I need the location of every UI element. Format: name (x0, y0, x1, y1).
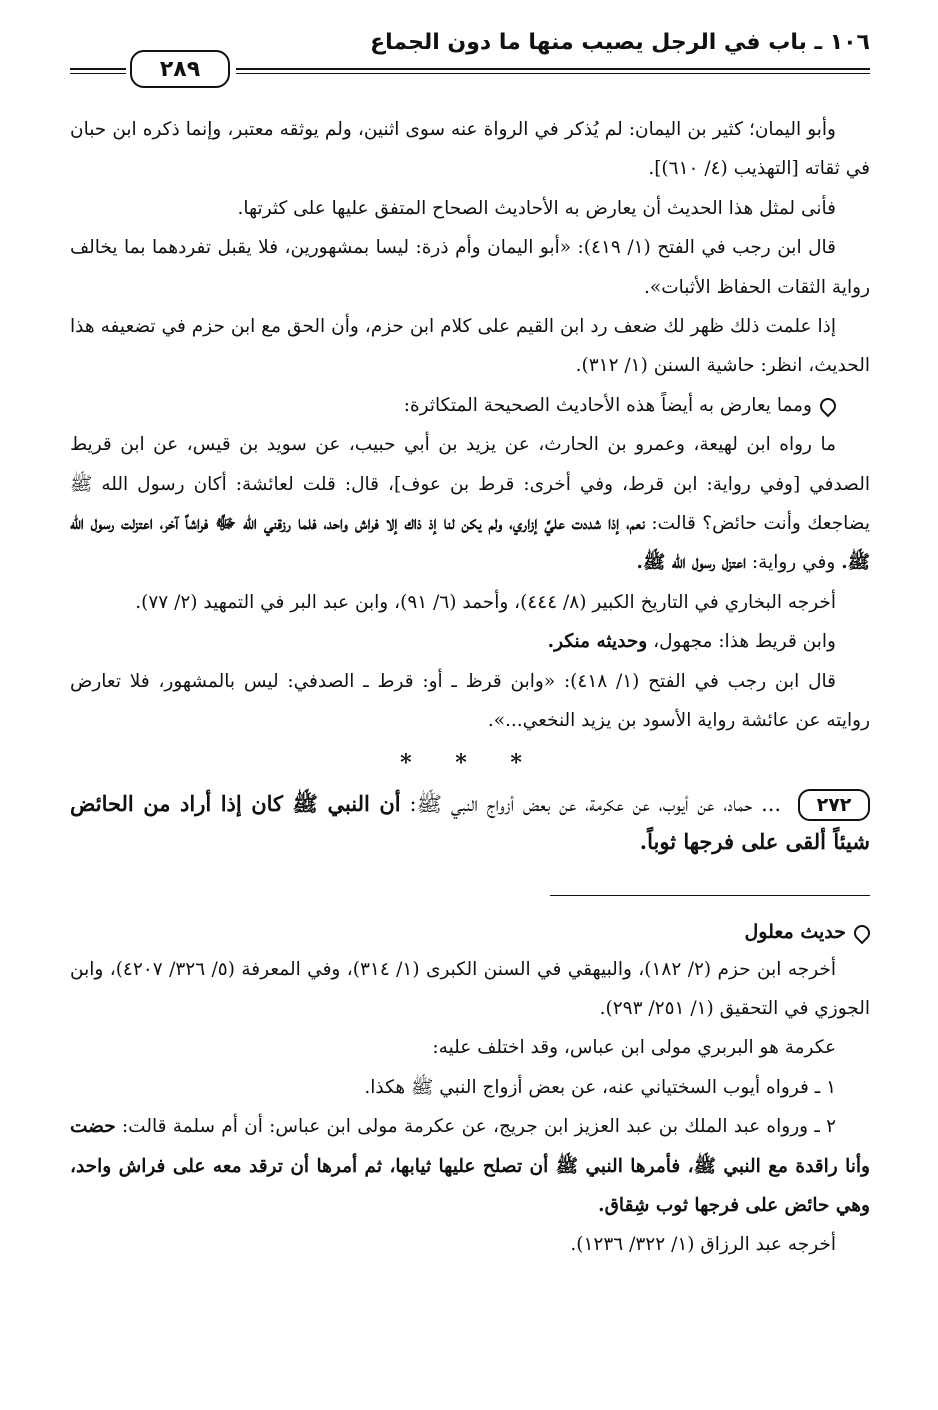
paragraph: عكرمة هو البربري مولى ابن عباس، وقد اختلف عليه: (432, 1037, 836, 1059)
paragraph: أخرجه البخاري في التاريخ الكبير (٨/ ٤٤٤)، وأحمد (٦/ ٩١)، وابن عبد البر في التمهيد (٢/ ٧٧). (135, 591, 836, 613)
paragraph-text: ومما يعارض به أيضاً هذه الأحاديث الصحيحة المتكاثرة: (403, 394, 812, 416)
page-body (70, 110, 870, 1265)
paragraph-text: ما رواه ابن لهيعة، وعمرو بن الحارث، عن يزيد بن أبي حبيب، عن سويد بن قيس، عن ابن قريط الصدفي [وفي رواية: ابن قرط، وفي أخرى: قرط بن عوف]، قال: قلت لعائشة: أكان رسول الله ﷺ يضاجعك وأنت حائض؟ قالت: (70, 434, 870, 535)
hadith-text (70, 785, 870, 861)
paragraph: فأنى لمثل هذا الحديث أن يعارض به الأحاديث الصحاح المتفق عليها على كثرتها. (237, 197, 836, 219)
hadith-chain: ... حماد، عن أيوب، عن عكرمة، عن بعض أزواج النبي ﷺ: (409, 791, 782, 816)
divider (550, 895, 870, 896)
hadith-block (70, 785, 870, 861)
header-rule-left (70, 68, 126, 74)
paragraph-text: وفي رواية: (751, 552, 836, 574)
section-heading: حديث معلول (70, 914, 870, 950)
paragraph-text: ٢ ـ ورواه عبد الملك بن عبد العزيز ابن جريج، عن عكرمة مولى ابن عباس: أن أم سلمة قالت: (121, 1116, 836, 1138)
paragraph: أخرجه ابن حزم (٢/ ١٨٢)، والبيهقي في السنن الكبرى (١/ ٣١٤)، وفي المعرفة (٥/ ٣٢٦/ ٤٢٠٧)، وابن الجوزي في التحقيق (١/ ٢٥١/ ٢٩٣). (70, 958, 870, 1019)
hadith-matn: أن النبي ﷺ كان إذا أراد من الحائض شيئاً ألقى على فرجها ثوباً. (70, 790, 870, 854)
leaf-marker-icon (851, 921, 874, 944)
verdict-text: وحديثه منكر. (547, 631, 648, 653)
paragraph (70, 386, 870, 425)
quote-text: اعتزل رسول الله ﷺ. (636, 552, 747, 574)
header-rule-right (236, 68, 870, 74)
paragraph: أخرجه عبد الرزاق (١/ ٣٢٢/ ١٢٣٦). (570, 1234, 836, 1256)
chapter-title: ١٠٦ ـ باب في الرجل يصيب منها ما دون الجماع (370, 30, 870, 55)
page-header (70, 22, 870, 82)
paragraph (70, 425, 870, 583)
quote-text: نعم، إذا شددت عليَّ إزاري، ولم يكن لنا إذ ذاك إلا فراش واحد، فلما رزقني الله ﷻ فراشاً آخر، اعتزلت رسول الله ﷺ. (70, 513, 870, 574)
paragraph: قال ابن رجب في الفتح (١/ ٤١٨): «وابن قرظ ـ أو: قرط ـ الصدفي: ليس بالمشهور، فلا تعارض روايته عن عائشة رواية الأسود بن يزيد النخعي...». (70, 670, 870, 732)
paragraph-text: وابن قريط هذا: مجهول، (653, 631, 836, 653)
paragraph: قال ابن رجب في الفتح (١/ ٤١٩): «أبو اليمان وأم ذرة: ليسا بمشهورين، فلا يقبل تفردهما بما يخالف رواية الثقات الحفاظ الأثبات». (70, 237, 870, 298)
paragraph (70, 1107, 870, 1225)
paragraph (70, 622, 870, 661)
section-separator: * * * (400, 749, 540, 776)
paragraph: وأبو اليمان؛ كثير بن اليمان: لم يُذكر في الرواة عنه سوى اثنين، ولم يوثقه معتبر، وإنما ذكره ابن حبان في ثقاته [التهذيب (٤/ ٦١٠)]. (70, 119, 870, 180)
quote-text: حضت وأنا راقدة مع النبي ﷺ، فأمرها النبي ﷺ أن تصلح عليها ثيابها، ثم أمرها أن ترقد معه على فراش واحد، وهي حائض على فرجها ثوب شِقاق. (70, 1116, 870, 1216)
page-number: ٢٨٩ (130, 50, 230, 88)
paragraph: ١ ـ فرواه أيوب السختياني عنه، عن بعض أزواج النبي ﷺ هكذا. (364, 1076, 836, 1098)
hadith-number: ٢٧٢ (798, 789, 870, 821)
paragraph: إذا علمت ذلك ظهر لك ضعف رد ابن القيم على كلام ابن حزم، وأن الحق مع ابن حزم في تضعيفه هذا الحديث، انظر: حاشية السنن (١/ ٣١٢). (70, 316, 870, 377)
leaf-marker-icon (817, 395, 840, 418)
